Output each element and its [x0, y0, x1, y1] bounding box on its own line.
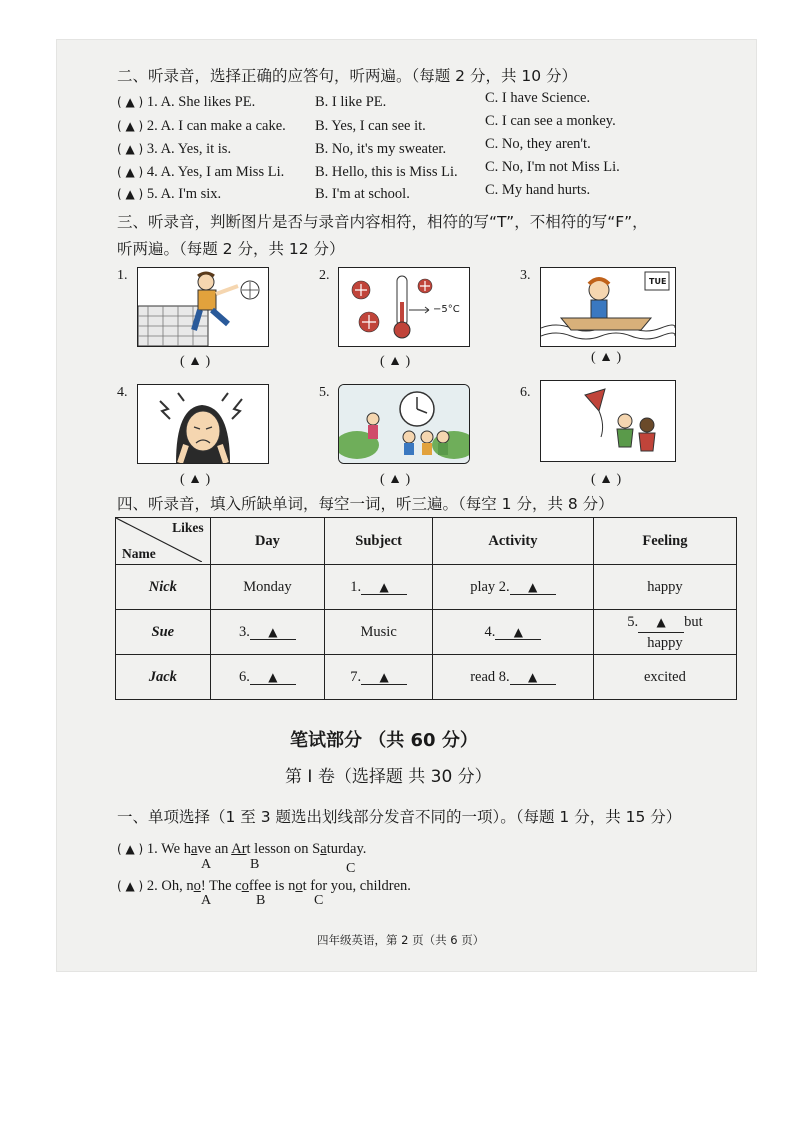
option-a: A. I can make a cake.: [160, 118, 286, 134]
picture-children-clock: [338, 384, 470, 464]
option-c: C. No, they aren't.: [485, 136, 591, 152]
option-b: B. Hello, this is Miss Li.: [315, 164, 458, 180]
answer-mark: ( ▲ ): [117, 842, 144, 856]
answer-mark: ( ▲ ): [117, 879, 144, 893]
answer-blank[interactable]: ▲: [250, 625, 296, 640]
question-row: [117, 186, 221, 203]
option-a: A. Yes, I am Miss Li.: [160, 164, 285, 180]
question-number: 4.: [146, 164, 158, 180]
picture-answer: ( ▲ ): [180, 354, 211, 369]
cell-subject: 7. ▲: [325, 655, 433, 700]
question-row: ( ▲ ) 1. We have an Art lesson on Saturday.: [117, 841, 367, 857]
option-c: C. I can see a monkey.: [485, 113, 616, 129]
row-name: Nick: [116, 565, 211, 610]
corner-name: Name: [122, 546, 156, 561]
written-section1-title: 一、单项选择（1 至 3 题选出划线部分发音不同的一项）。（每题 1 分，共 15 分）: [117, 808, 682, 826]
picture-kite-children: [540, 380, 676, 462]
answer-blank[interactable]: ▲: [510, 580, 556, 595]
question-row: [117, 94, 255, 111]
option-b: B. I like PE.: [315, 94, 387, 110]
header-day: Day: [210, 518, 325, 565]
cell-activity: 4. ▲: [433, 610, 594, 655]
answer-blank[interactable]: ▲: [250, 670, 296, 685]
temperature-label: −5°C: [433, 304, 460, 315]
volume-one-heading: 第 I 卷（选择题 共 30 分）: [285, 767, 492, 787]
question-row: [117, 141, 231, 158]
answer-mark: ( ▲ ): [117, 119, 144, 133]
answer-blank[interactable]: ▲: [361, 670, 407, 685]
option-a: A. I'm six.: [160, 186, 222, 202]
picture-number: 5.: [319, 385, 330, 400]
header-feeling: Feeling: [593, 518, 736, 565]
option-letter-a: A: [201, 857, 212, 872]
option-c: C. I have Science.: [485, 90, 591, 106]
cell-feeling: happy: [593, 565, 736, 610]
option-letter-a: A: [201, 893, 212, 908]
option-c: C. No, I'm not Miss Li.: [485, 159, 620, 175]
question-number: 1.: [146, 94, 158, 110]
section4-title: 四、听录音，填入所缺单词，每空一词，听三遍。（每空 1 分，共 8 分）: [117, 495, 614, 513]
option-b: B. No, it's my sweater.: [315, 141, 447, 157]
header-subject: Subject: [325, 518, 433, 565]
row-name: Jack: [116, 655, 211, 700]
picture-answer: ( ▲ ): [591, 350, 622, 365]
page-footer: 四年级英语，第 2 页（共 6 页）: [317, 933, 485, 947]
answer-blank[interactable]: ▲: [361, 580, 407, 595]
option-letter-c: C: [314, 893, 324, 908]
table-row: [116, 610, 737, 655]
picture-answer: ( ▲ ): [591, 472, 622, 487]
option-letter-c: C: [346, 861, 356, 876]
row-name: Sue: [116, 610, 211, 655]
corner-likes: Likes: [172, 520, 204, 535]
option-a: A. She likes PE.: [160, 94, 256, 110]
section3-title-line1: 三、听录音，判断图片是否与录音内容相符，相符的写“T”，不相符的写“F”，: [117, 213, 648, 231]
cell-day: 3. ▲: [210, 610, 325, 655]
question-row: [117, 164, 284, 181]
picture-girl-headache: [137, 384, 269, 464]
cell-subject: Music: [325, 610, 433, 655]
exam-page: [57, 40, 756, 971]
written-part-heading: 笔试部分 （共 60 分）: [290, 730, 478, 751]
picture-number: 3.: [520, 268, 531, 283]
picture-answer: ( ▲ ): [180, 472, 211, 487]
picture-answer: ( ▲ ): [380, 354, 411, 369]
picture-boy-in-boat: [540, 267, 676, 347]
picture-thermometer-snow: [338, 267, 470, 347]
picture-number: 6.: [520, 385, 531, 400]
answer-blank[interactable]: ▲: [495, 625, 541, 640]
question-row: ( ▲ ) 2. Oh, no! The coffee is not for you, children.: [117, 878, 411, 894]
option-letter-b: B: [256, 893, 266, 908]
question-row: [117, 118, 286, 135]
cell-feeling: 5. ▲ but happy: [593, 610, 736, 655]
picture-answer: ( ▲ ): [380, 472, 411, 487]
cell-activity: play 2. ▲: [433, 565, 594, 610]
cell-day: 6. ▲: [210, 655, 325, 700]
table-row: [116, 655, 737, 700]
section3-title-line2: 听两遍。（每题 2 分，共 12 分）: [117, 240, 345, 258]
answer-mark: ( ▲ ): [117, 165, 144, 179]
picture-number: 2.: [319, 268, 330, 283]
listening-table: [115, 517, 737, 700]
option-c: C. My hand hurts.: [485, 182, 591, 198]
option-b: B. I'm at school.: [315, 186, 410, 202]
answer-mark: ( ▲ ): [117, 95, 144, 109]
answer-blank[interactable]: ▲: [510, 670, 556, 685]
cell-day: Monday: [210, 565, 325, 610]
cell-feeling: excited: [593, 655, 736, 700]
option-b: B. Yes, I can see it.: [315, 118, 426, 134]
section2-title: 二、听录音，选择正确的应答句，听两遍。（每题 2 分，共 10 分）: [117, 67, 578, 85]
answer-mark: ( ▲ ): [117, 187, 144, 201]
question-number: 3.: [146, 141, 158, 157]
answer-mark: ( ▲ ): [117, 142, 144, 156]
table-header-row: [116, 518, 737, 565]
answer-blank[interactable]: ▲: [638, 612, 684, 633]
option-letter-b: B: [250, 857, 260, 872]
header-activity: Activity: [433, 518, 594, 565]
cell-activity: read 8. ▲: [433, 655, 594, 700]
question-number: 5.: [146, 186, 158, 202]
picture-boy-playing-ball: [137, 267, 269, 347]
day-card-label: TUE: [649, 277, 667, 286]
picture-number: 4.: [117, 385, 128, 400]
question-number: 2.: [146, 118, 158, 134]
picture-number: 1.: [117, 268, 128, 283]
corner-header: [116, 518, 211, 565]
option-a: A. Yes, it is.: [160, 141, 232, 157]
cell-subject: 1. ▲: [325, 565, 433, 610]
table-row: [116, 565, 737, 610]
